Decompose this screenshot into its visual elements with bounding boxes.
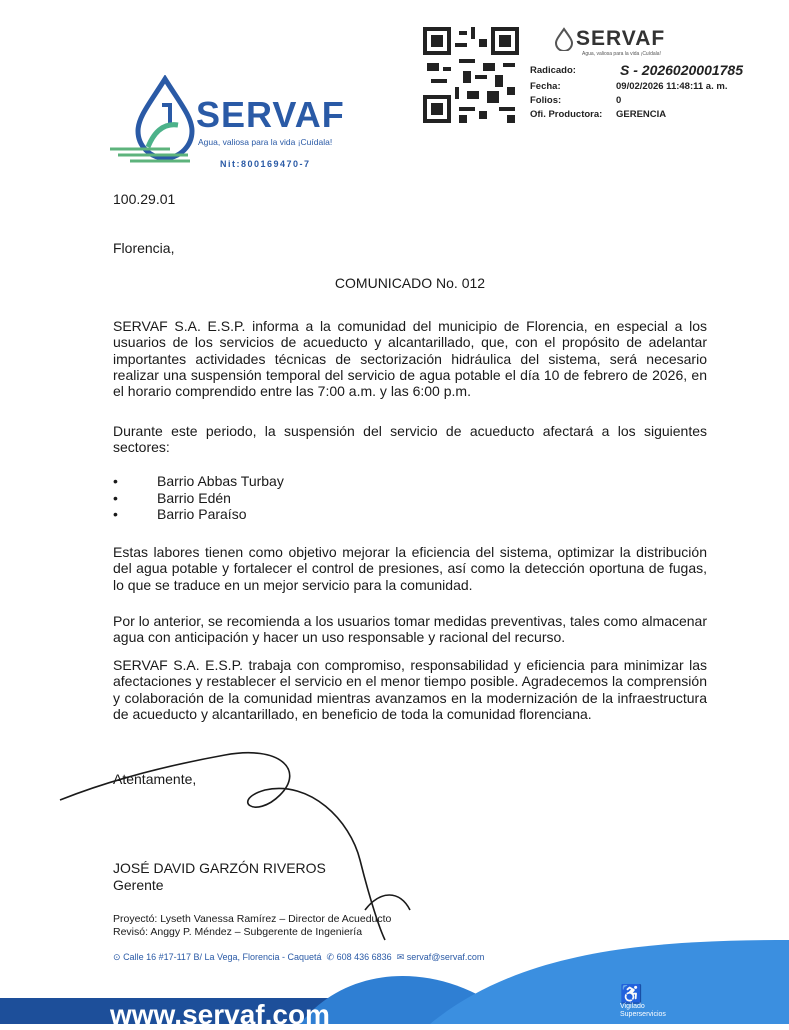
stamp-fields xyxy=(530,62,743,123)
fecha-value: 09/02/2026 11:48:11 a. m. xyxy=(616,81,728,92)
logo-brand: SERVAF xyxy=(196,94,345,135)
sector-list xyxy=(113,473,284,523)
superservicios-label: Superservicios xyxy=(620,1011,666,1018)
qr-code xyxy=(423,27,519,123)
list-item: • Barrio Abbas Turbay xyxy=(113,473,284,490)
folios-label: Folios: xyxy=(530,95,562,106)
stamp-tagline: Agua, valiosa para la vida ¡Cuídala! xyxy=(582,51,661,57)
phone-icon: ✆ xyxy=(326,952,335,962)
paragraph-objectives: Estas labores tienen como objetivo mejorar la eficiencia del sistema, optimizar la distribución del agua potable y fortalecer el control de presiones, así como la detección oportuna de fugas, lo que se traduce en un mejor servicio para la comunidad. xyxy=(113,544,707,593)
servaf-logo xyxy=(110,75,350,175)
closing: Atentamente, xyxy=(113,771,197,787)
vigilado-label: Vigilado xyxy=(620,1003,645,1010)
list-item: • Barrio Paraíso xyxy=(113,506,284,523)
paragraph-intro: SERVAF S.A. E.S.P. informa a la comunidad del municipio de Florencia, en especial a los usuarios de los servicios de acueducto y alcantarillado, que, con el propósito de adelantar importantes actividades técnicas de sectorización hidráulica del sistema, será necesario realizar una suspensión temporal del servicio de agua potable el día 10 de febrero de 2026, en el horario comprendido entre las 7:00 a.m. y las 6:00 p.m. xyxy=(113,318,707,400)
signer-name: JOSÉ DAVID GARZÓN RIVEROS xyxy=(113,860,326,876)
oficina-label: Ofi. Productora: xyxy=(530,109,603,120)
city: Florencia, xyxy=(113,240,175,256)
supervision-badge xyxy=(620,985,666,1019)
fecha-label: Fecha: xyxy=(530,81,561,92)
website[interactable]: www.servaf.com xyxy=(110,999,330,1030)
email-icon: ✉ xyxy=(396,952,405,962)
document-title: COMUNICADO No. 012 xyxy=(334,275,486,291)
projected-by: Proyectó: Lyseth Vanessa Ramírez – Director de Acueducto xyxy=(113,913,392,925)
phone[interactable]: 608 436 6836 xyxy=(336,952,392,962)
radicado-label: Radicado: xyxy=(530,64,576,76)
superservicios-icon: ♿ xyxy=(620,984,643,1004)
email[interactable]: servaf@servaf.com xyxy=(406,952,485,962)
reference-code: 100.29.01 xyxy=(113,191,176,207)
location-icon: ⊙ xyxy=(113,952,121,962)
address: Calle 16 #17-117 B/ La Vega, Florencia - Caquetá xyxy=(123,952,322,962)
logo-tagline: Agua, valiosa para la vida ¡Cuídala! xyxy=(198,137,333,147)
paragraph-recommendations: Por lo anterior, se recomienda a los usuarios tomar medidas preventivas, tales como almacenar agua con anticipación y hacer un uso responsable y racional del recurso. xyxy=(113,613,707,646)
paragraph-commitment: SERVAF S.A. E.S.P. trabaja con compromiso, responsabilidad y eficiencia para minimizar las afectaciones y restablecer el servicio en el menor tiempo posible. Agradecemos la comprensión y colaboración de la comunidad mientras avanzamos en la modernización de la infraestructura de acueducto y alcantarillado, en beneficio de toda la comunidad florenciana. xyxy=(113,657,707,722)
stamp-brand: SERVAF xyxy=(576,27,666,50)
folios-value: 0 xyxy=(616,95,622,106)
list-item: • Barrio Edén xyxy=(113,490,284,507)
oficina-value: GERENCIA xyxy=(616,109,667,120)
reviewed-by: Revisó: Anggy P. Méndez – Subgerente de Ingeniería xyxy=(113,926,363,938)
radicado-value: S - 2026020001785 xyxy=(620,62,743,78)
signer-title: Gerente xyxy=(113,877,164,893)
filing-stamp xyxy=(530,27,780,123)
waves-icon xyxy=(110,143,200,165)
paragraph-sectors-intro: Durante este periodo, la suspensión del servicio de acueducto afectará a los siguientes sectores: xyxy=(113,423,707,456)
water-drop-icon xyxy=(554,27,574,51)
logo-nit: Nit:800169470-7 xyxy=(220,159,311,169)
